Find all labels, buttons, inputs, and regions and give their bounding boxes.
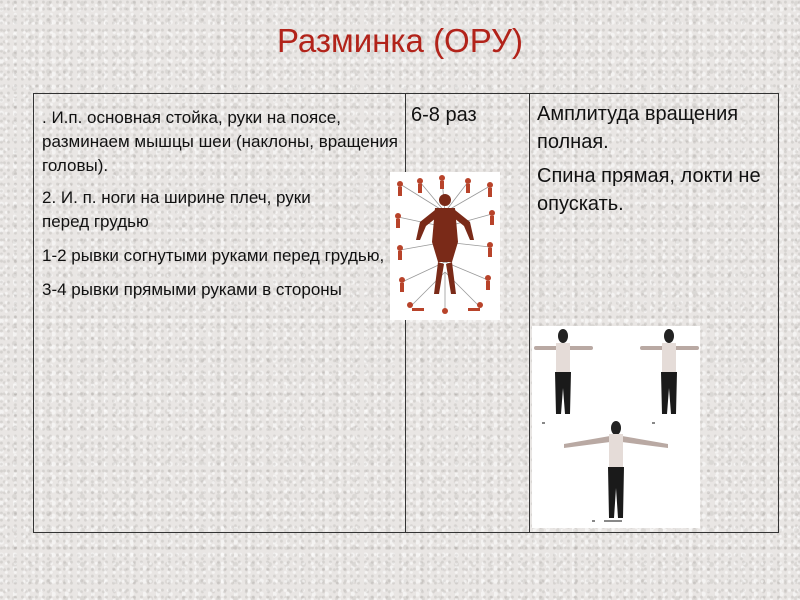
note-amplitude: Амплитуда вращения полная. [537, 103, 739, 153]
reps-count: 6-8 раз [411, 104, 477, 126]
figure-bent-arms-right [640, 329, 699, 414]
instruction-2: 2. И. п. ноги на ширине плеч, руки перед грудью [42, 188, 311, 231]
figure-bent-arms-left [534, 329, 593, 414]
note-posture: Спина прямая, локти не опускать. [537, 165, 761, 215]
page-title: Разминка (ОРУ) [277, 22, 523, 59]
arm-jerks-illustration [532, 326, 700, 528]
neck-exercise-illustration [390, 172, 500, 320]
figure-straight-arms [564, 421, 668, 518]
instructions-cell [34, 94, 406, 533]
instruction-3: 1-2 рывки согнутыми руками перед грудью, [42, 246, 385, 265]
instruction-1: . И.п. основная стойка, руки на поясе, разминаем мышцы шеи (наклоны, вращения головы). [42, 108, 398, 175]
instruction-4: 3-4 рывки прямыми руками в стороны [42, 280, 342, 299]
